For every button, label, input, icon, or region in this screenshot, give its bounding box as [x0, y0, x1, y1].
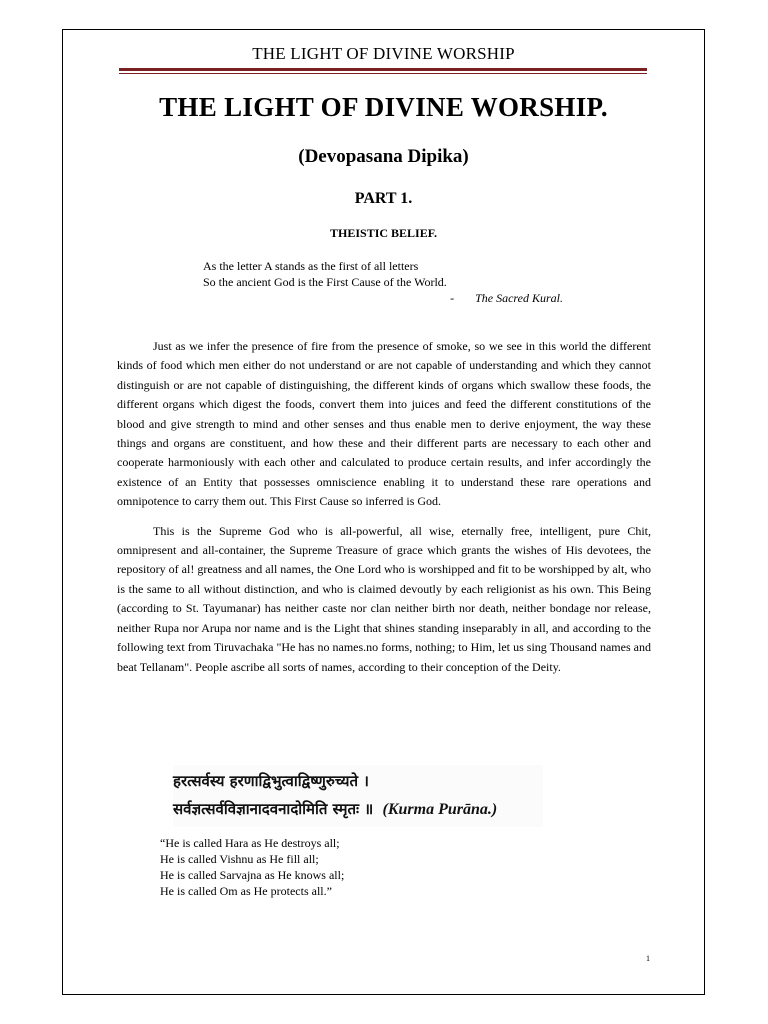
sanskrit-source: (Kurma Purāna.): [382, 801, 498, 818]
header-rule-thin: [119, 73, 647, 74]
document-subtitle: (Devopasana Dipika): [298, 146, 469, 167]
body-text: [117, 337, 651, 687]
page-number: 1: [646, 954, 650, 963]
sanskrit-line-text: सर्वज्ञत्सर्वविज्ञानादवनादोमिति स्मृतः ॥: [173, 800, 374, 818]
document-title: THE LIGHT OF DIVINE WORSHIP.: [159, 92, 608, 122]
body-paragraph: This is the Supreme God who is all-powerful, all wise, eternally free, intelligent, pure Chit, omnipresent and all-container, the Supreme Treasure of grace which grants the wishes of His devotees, the repository of al! greatness and all names, the One Lord who is worshipped and fit to be worshipped by alt, who is the same to all without distinction, and who is claimed devoutly by each religionist as his own. This Being (according to St. Tayumanar) has neither caste nor clan neither birth nor death, neither bondage nor release, neither Rupa nor Arupa nor name and is the Light that shines standing inseparably in all, and according to the following text from Tiruvachaka "He has no names.no forms, nothing; to Him, let us sing Thousand names and beat Tellanam". People ascribe all sorts of names, according to their conception of the Deity.: [117, 523, 651, 674]
sanskrit-line: [173, 799, 497, 819]
epigraph: [203, 258, 593, 306]
translation-line: “He is called Hara as He destroys all;: [160, 836, 340, 850]
sanskrit-line: हरत्सर्वस्य हरणाद्विभुत्वाद्विष्णुरुच्यते ।: [173, 772, 369, 790]
section-heading: THEISTIC BELIEF.: [330, 226, 437, 240]
epigraph-dash: -: [450, 291, 455, 305]
body-paragraph: Just as we infer the presence of fire from the presence of smoke, so we see in this world the different kinds of food which men either do not understand or are not capable of understanding and which they cannot distinguish or are not capable of distinguishing, the different kinds of organs which swallow these foods, the different organs which digest the foods, convert them into juices and feed the different constitutions of the blood and give strength to mind and other senses and thus enable men to derive enjoyment, the way these things and organs are constituent, and how these and their different parts are necessary to each other and cooperate harmoniously with each other and calculated to produce certain results, and infer accordingly the existence of an Entity that possesses omniscience enabling it to understand these rare operations and omnipotence to carry them out. This First Cause so inferred is God.: [117, 339, 651, 509]
header-rule: [119, 68, 647, 71]
translation-line: He is called Om as He protects all.”: [160, 884, 332, 898]
running-header: THE LIGHT OF DIVINE WORSHIP: [252, 44, 515, 63]
epigraph-line: So the ancient God is the First Cause of the World.: [203, 275, 447, 289]
part-heading: PART 1.: [354, 190, 413, 207]
epigraph-source-title: The Sacred Kural.: [475, 291, 563, 305]
page-frame: [62, 29, 705, 995]
sanskrit-verse-image: [173, 765, 543, 827]
translation-line: He is called Vishnu as He fill all;: [160, 852, 319, 866]
translation-block: [160, 835, 460, 899]
epigraph-source: [203, 290, 593, 306]
translation-line: He is called Sarvajna as He knows all;: [160, 868, 345, 882]
epigraph-line: As the letter A stands as the first of all letters: [203, 259, 419, 273]
